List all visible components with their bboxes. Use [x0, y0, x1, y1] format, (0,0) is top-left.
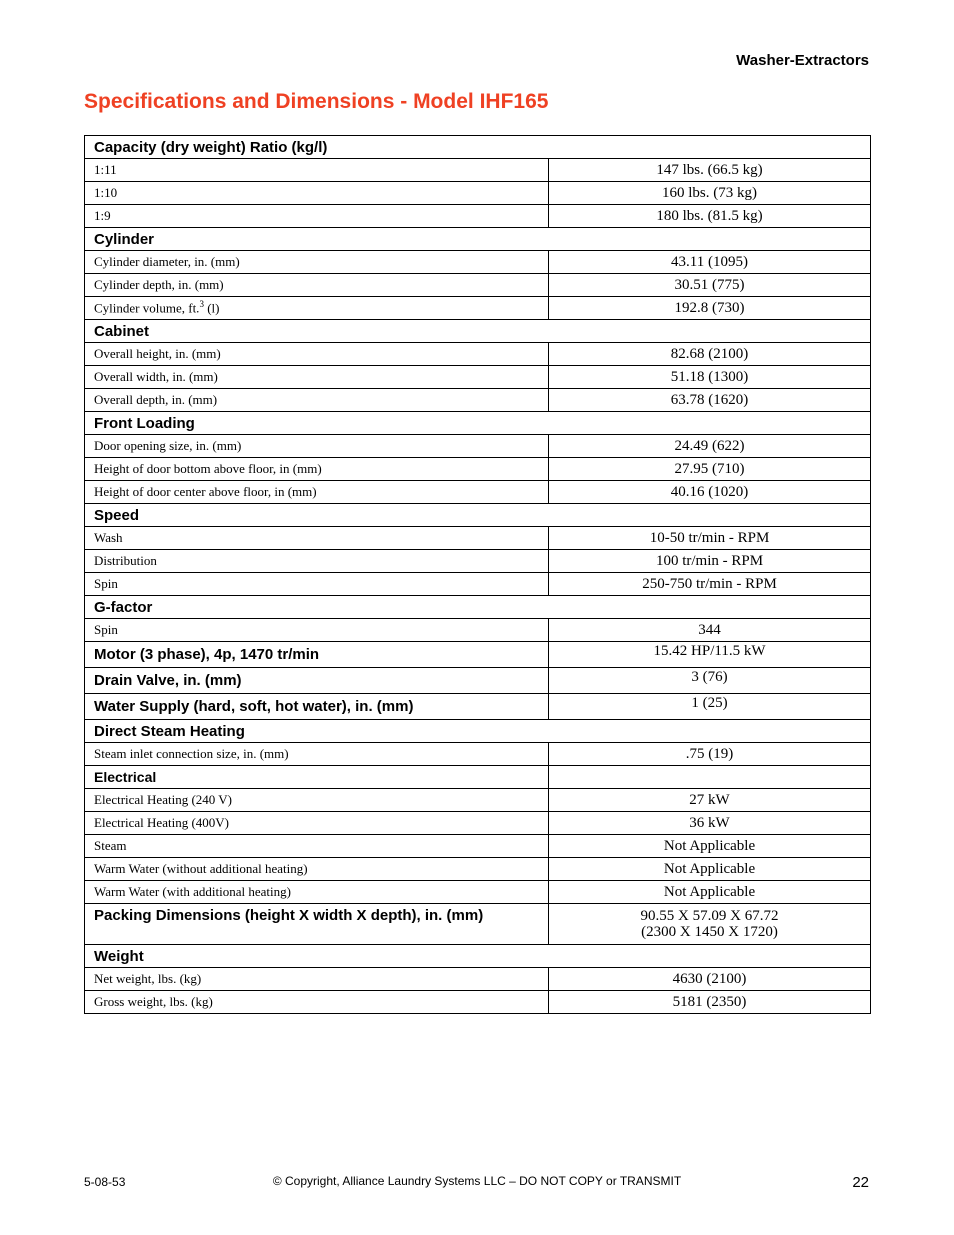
row-label: Packing Dimensions (height X width X depth), in. (mm) — [85, 904, 549, 945]
row-value: 5181 (2350) — [549, 991, 871, 1014]
label-text: Cylinder volume, ft. — [94, 300, 200, 316]
row-label: Gross weight, lbs. (kg) — [85, 991, 549, 1014]
table-row — [85, 297, 871, 320]
table-row — [85, 789, 871, 812]
row-value: 10-50 tr/min - RPM — [549, 527, 871, 550]
row-value: 40.16 (1020) — [549, 481, 871, 504]
row-value: 3 (76) — [549, 668, 871, 694]
row-value: 250-750 tr/min - RPM — [549, 573, 871, 596]
row-label: Spin — [85, 573, 549, 596]
row-label: Overall width, in. (mm) — [85, 366, 549, 389]
row-label: Electrical Heating (240 V) — [85, 789, 549, 812]
section-header-speed: Speed — [85, 504, 871, 527]
value-line-2: (2300 X 1450 X 1720) — [641, 924, 778, 940]
section-row — [85, 320, 871, 343]
section-header-g-factor: G-factor — [85, 596, 871, 619]
row-label: Overall depth, in. (mm) — [85, 389, 549, 412]
table-row — [85, 991, 871, 1014]
table-row — [85, 366, 871, 389]
section-row — [85, 766, 871, 789]
specifications-table — [84, 135, 871, 1014]
section-row — [85, 945, 871, 968]
row-value: Not Applicable — [549, 835, 871, 858]
row-label: Warm Water (without additional heating) — [85, 858, 549, 881]
row-label: Overall height, in. (mm) — [85, 343, 549, 366]
row-label: Steam inlet connection size, in. (mm) — [85, 743, 549, 766]
table-row — [85, 668, 871, 694]
row-label: Wash — [85, 527, 549, 550]
row-value: 63.78 (1620) — [549, 389, 871, 412]
label-unit: (l) — [203, 300, 220, 316]
table-row — [85, 481, 871, 504]
section-row — [85, 720, 871, 743]
table-row — [85, 389, 871, 412]
row-value: 27 kW — [549, 789, 871, 812]
section-header-capacity: Capacity (dry weight) Ratio (kg/l) — [85, 136, 871, 159]
table-row — [85, 205, 871, 228]
table-row — [85, 527, 871, 550]
row-label: Water Supply (hard, soft, hot water), in. (mm) — [85, 694, 549, 720]
copyright-notice: © Copyright, Alliance Laundry Systems LLC – DO NOT COPY or TRANSMIT — [272, 1174, 682, 1188]
row-label: Drain Valve, in. (mm) — [85, 668, 549, 694]
row-value: 180 lbs. (81.5 kg) — [549, 205, 871, 228]
page-number: 22 — [852, 1174, 869, 1191]
row-value: 4630 (2100) — [549, 968, 871, 991]
row-label: Height of door bottom above floor, in (mm) — [85, 458, 549, 481]
row-value: 147 lbs. (66.5 kg) — [549, 159, 871, 182]
table-row — [85, 835, 871, 858]
table-row — [85, 182, 871, 205]
table-row — [85, 458, 871, 481]
row-value: 192.8 (730) — [549, 297, 871, 320]
row-value: 15.42 HP/11.5 kW — [549, 642, 871, 668]
row-label: Steam — [85, 835, 549, 858]
section-row — [85, 596, 871, 619]
table-row — [85, 274, 871, 297]
section-row — [85, 136, 871, 159]
section-row — [85, 412, 871, 435]
section-header-cylinder: Cylinder — [85, 228, 871, 251]
section-header-electrical: Electrical — [85, 766, 549, 789]
row-value: Not Applicable — [549, 881, 871, 904]
table-row — [85, 968, 871, 991]
row-value: 1 (25) — [549, 694, 871, 720]
row-label: Net weight, lbs. (kg) — [85, 968, 549, 991]
section-header-front-loading: Front Loading — [85, 412, 871, 435]
row-label: 1:10 — [85, 182, 549, 205]
table-row — [85, 343, 871, 366]
row-label: Motor (3 phase), 4p, 1470 tr/min — [85, 642, 549, 668]
table-row — [85, 881, 871, 904]
page-title: Specifications and Dimensions - Model IHF165 — [84, 90, 549, 113]
doc-number: 5-08-53 — [84, 1175, 126, 1189]
row-label: Spin — [85, 619, 549, 642]
row-label: Distribution — [85, 550, 549, 573]
row-value: 24.49 (622) — [549, 435, 871, 458]
row-value: 27.95 (710) — [549, 458, 871, 481]
section-header-weight: Weight — [85, 945, 871, 968]
row-value: 344 — [549, 619, 871, 642]
row-label: Warm Water (with additional heating) — [85, 881, 549, 904]
table-row — [85, 159, 871, 182]
row-value: 30.51 (775) — [549, 274, 871, 297]
row-label: Cylinder depth, in. (mm) — [85, 274, 549, 297]
row-label: Cylinder diameter, in. (mm) — [85, 251, 549, 274]
superscript: 3 — [199, 299, 204, 310]
row-value: 100 tr/min - RPM — [549, 550, 871, 573]
row-label: Door opening size, in. (mm) — [85, 435, 549, 458]
row-value: 160 lbs. (73 kg) — [549, 182, 871, 205]
running-header: Washer-Extractors — [736, 52, 869, 69]
table-row — [85, 694, 871, 720]
value-line-1: 90.55 X 57.09 X 67.72 — [640, 908, 779, 924]
row-value: 51.18 (1300) — [549, 366, 871, 389]
row-value: Not Applicable — [549, 858, 871, 881]
table-row — [85, 550, 871, 573]
row-label: Electrical Heating (400V) — [85, 812, 549, 835]
table-row — [85, 435, 871, 458]
row-value: 43.11 (1095) — [549, 251, 871, 274]
row-label: Height of door center above floor, in (mm) — [85, 481, 549, 504]
row-label: 1:9 — [85, 205, 549, 228]
table-row — [85, 642, 871, 668]
table-row — [85, 858, 871, 881]
table-row — [85, 812, 871, 835]
row-label: 1:11 — [85, 159, 549, 182]
table-row — [85, 619, 871, 642]
table-row — [85, 573, 871, 596]
table-row — [85, 904, 871, 945]
row-value — [549, 904, 871, 945]
table-row — [85, 743, 871, 766]
row-label — [85, 297, 549, 320]
row-value: 36 kW — [549, 812, 871, 835]
row-value: .75 (19) — [549, 743, 871, 766]
section-row — [85, 228, 871, 251]
row-value: 82.68 (2100) — [549, 343, 871, 366]
section-header-direct-steam-heating: Direct Steam Heating — [85, 720, 871, 743]
section-header-cabinet: Cabinet — [85, 320, 871, 343]
empty-cell — [549, 766, 871, 789]
table-row — [85, 251, 871, 274]
section-row — [85, 504, 871, 527]
